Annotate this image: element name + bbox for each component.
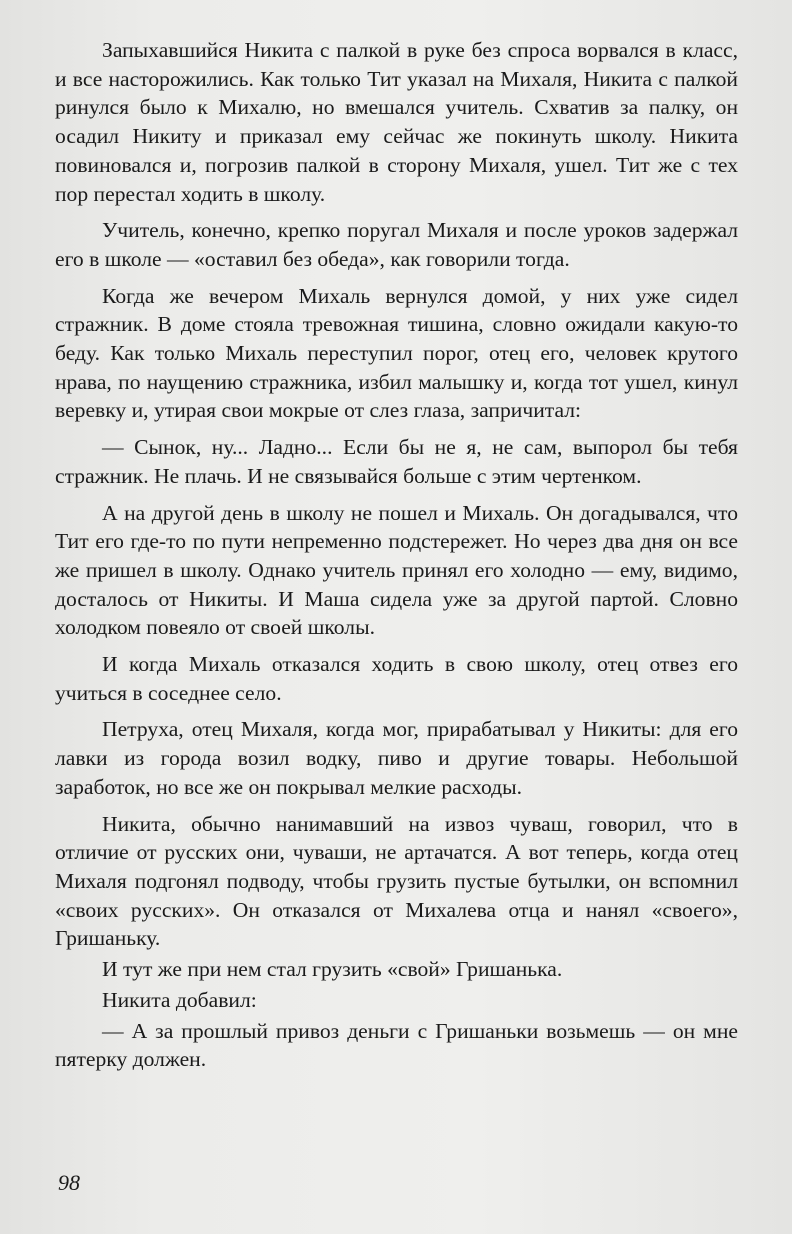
page-body-text bbox=[55, 36, 738, 1082]
paragraph: И тут же при нем стал грузить «свой» Гришанька. bbox=[102, 957, 563, 982]
paragraph: Никита добавил: bbox=[102, 987, 257, 1012]
paragraph: — Сынок, ну... Ладно... Если бы не я, не сам, выпорол бы тебя стражник. Не плачь. И не связывайся больше с этим чертенком. bbox=[55, 435, 738, 488]
paragraph: Учитель, конечно, крепко поругал Михаля и после уроков задержал его в школе — «оставил без обеда», как говорили тогда. bbox=[55, 218, 738, 271]
paragraph: — А за прошлый привоз деньги с Гришаньки возьмешь — он мне пятерку должен. bbox=[55, 1018, 738, 1072]
paragraph: Петруха, отец Михаля, когда мог, прирабатывал у Никиты: для его лавки из города возил водку, пиво и другие товары. Небольшой заработок, но все же он покрывал мелкие расходы. bbox=[55, 717, 738, 799]
paragraph: А на другой день в школу не пошел и Михаль. Он догадывался, что Тит его где-то по пути непременно подстережет. Но через два дня он все же пришел в школу. Однако учитель принял его холодно — ему, видимо, досталось от Никиты. И Маша сидела уже за другой партой. Словно холодком повеяло от своей школы. bbox=[55, 500, 738, 640]
paragraph: Когда же вечером Михаль вернулся домой, у них уже сидел стражник. В доме стояла тревожная тишина, словно ожидали какую-то беду. Как только Михаль переступил порог, отец его, человек крутого нрава, по наущению стражника, избил малышку и, когда тот ушел, кинул веревку и, утирая свои мокрые от слез глаза, запричитал: bbox=[55, 283, 738, 423]
paragraph: Никита, обычно нанимавший на извоз чуваш, говорил, что в отличие от русских они, чуваши, не артачатся. А вот теперь, когда отец Михаля подгонял подводу, чтобы грузить пустые бутылки, он вспомнил «своих русских». Он отказался от Михалева отца и нанял «своего», Гришаньку. bbox=[55, 811, 738, 951]
paragraph: И когда Михаль отказался ходить в свою школу, отец отвез его учиться в соседнее село. bbox=[55, 652, 738, 705]
page-number: 98 bbox=[58, 1170, 80, 1195]
paragraph: Запыхавшийся Никита с палкой в руке без спроса ворвался в класс, и все насторожились. Как только Тит указал на Михаля, Никита с палкой ринулся было к Михалю, но вмешался учитель. Схватив за палку, он осадил Никиту и приказал ему сейчас же покинуть школу. Никита повиновался и, погрозив палкой в сторону Михаля, ушел. Тит же с тех пор перестал ходить в школу. bbox=[55, 38, 738, 206]
